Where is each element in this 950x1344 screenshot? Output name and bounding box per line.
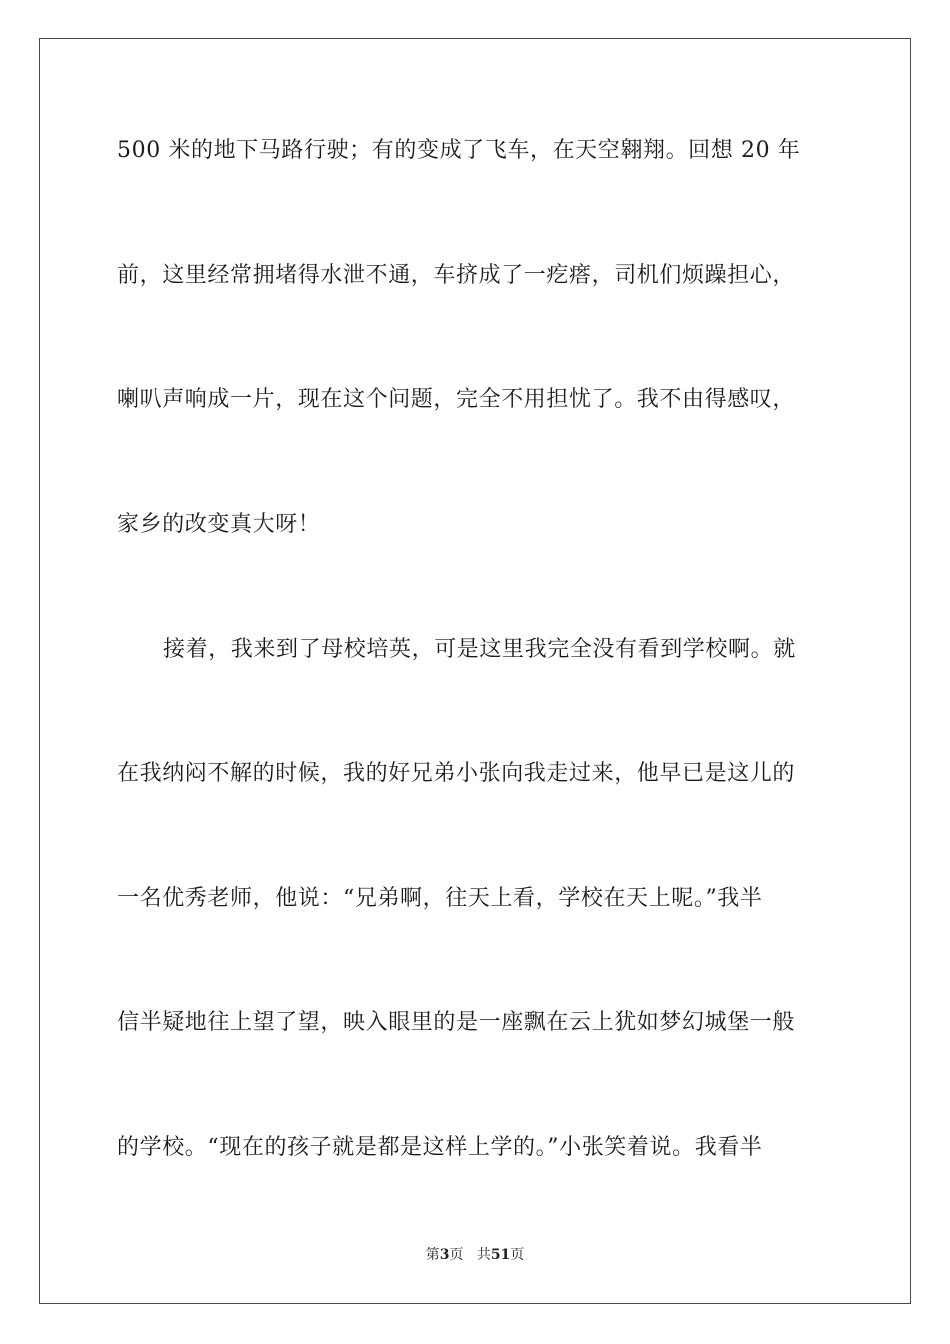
total-prefix: 共 (476, 1247, 491, 1263)
page-prefix: 第 (425, 1247, 440, 1263)
page-suffix: 页 (449, 1247, 464, 1263)
total-pages: 51 (490, 1247, 511, 1263)
text-line-2: 前，这里经常拥堵得水泄不通，车挤成了一疙瘩，司机们烦躁担心， (117, 263, 796, 288)
text-line-3: 喇叭声响成一片，现在这个问题，完全不用担忧了。我不由得感叹， (117, 387, 796, 412)
text-line-9: 的学校。“现在的孩子就是都是这样上学的。”小张笑着说。我看半 (117, 1135, 763, 1160)
page-border (39, 38, 911, 1304)
text-line-1: 500 米的地下马路行驶；有的变成了飞车，在天空翱翔。回想 20 年 (117, 138, 801, 163)
page-number: 3 (439, 1247, 450, 1263)
text-line-6: 在我纳闷不解的时候，我的好兄弟小张向我走过来，他早已是这儿的 (117, 761, 796, 786)
page-footer (0, 1246, 950, 1264)
total-suffix: 页 (510, 1247, 525, 1263)
text-line-7: 一名优秀老师，他说：“兄弟啊，往天上看，学校在天上呢。”我半 (117, 886, 763, 911)
text-line-4: 家乡的改变真大呀！ (117, 512, 321, 537)
text-line-5-paragraph-start: 接着，我来到了母校培英，可是这里我完全没有看到学校啊。就 (163, 637, 796, 662)
text-line-8: 信半疑地往上望了望，映入眼里的是一座飘在云上犹如梦幻城堡一般 (117, 1010, 796, 1035)
